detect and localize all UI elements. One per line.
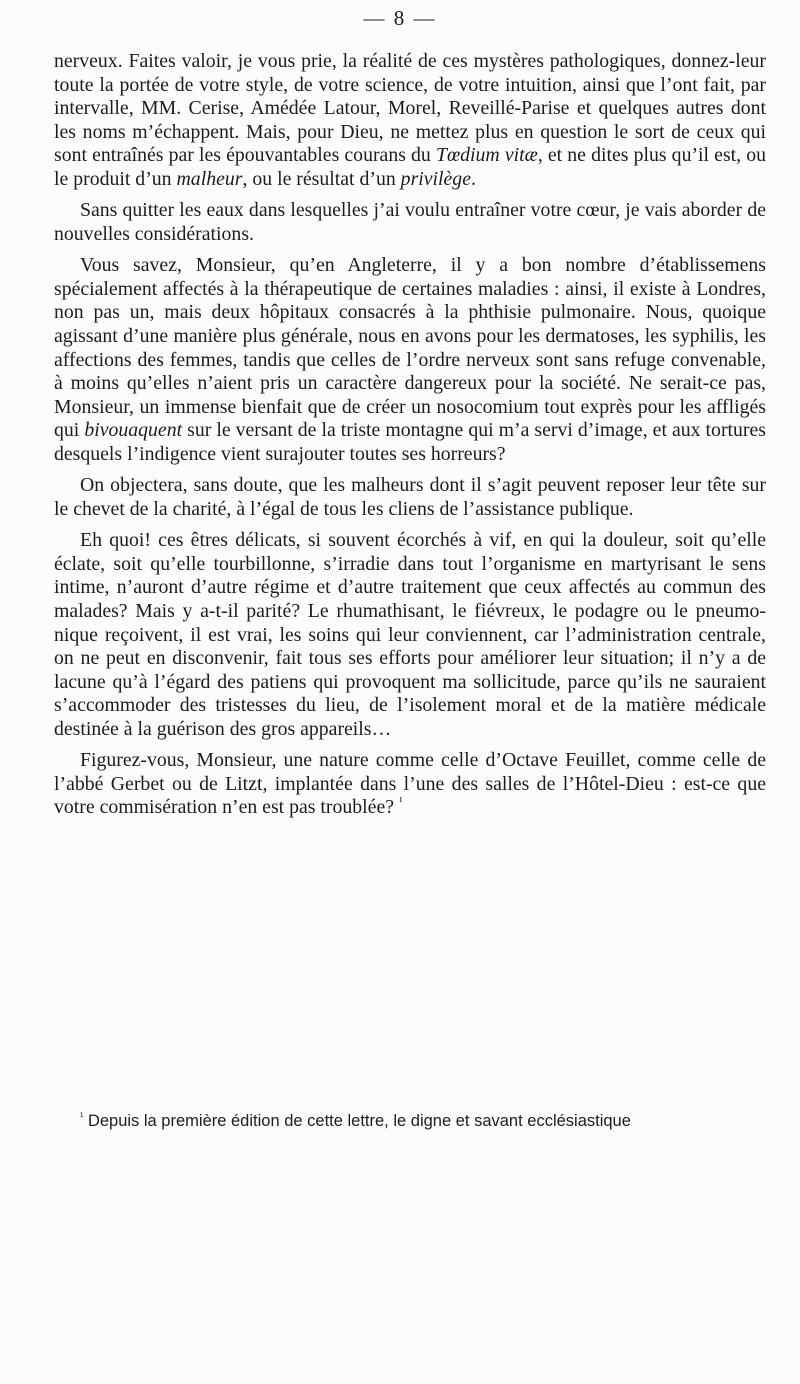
italic-text: privilège <box>400 167 471 190</box>
text-run: sur le versant de la triste montagne qui m’a servi d’image, et aux tortures desquels l’indigence vient surajouter toutes ses horreurs? <box>54 419 766 465</box>
italic-text: bivouaquent <box>84 419 183 442</box>
paragraph <box>54 199 766 246</box>
paragraph <box>54 474 766 521</box>
text-run: . <box>470 167 476 190</box>
paragraph <box>54 50 766 191</box>
text-run: nerveux. Faites valoir, je vous prie, la réalité de ces mystères pathologiques, donnez-leur toute la portée de votre style, de votre science, de votre intuition, ainsi que l’ont fait, par intervalle, MM. Cerise, Amédée Latour, Morel, Reveillé-Parise et quelques autres dont les noms m’échappent. Mais, pour Dieu, ne mettez plus en question le sort de ceux qui sont entraînés par les épouvantables courans du <box>54 50 766 167</box>
text-run: , et ne dites plus qu’il est, ou le produit d’un <box>54 144 766 190</box>
footnote <box>54 1111 774 1131</box>
text-run: Sans quitter les eaux dans lesquelles j’ai voulu entraîner votre cœur, je vais aborder de nouvelles considérations. <box>54 199 766 245</box>
paragraph <box>54 749 766 820</box>
footnote-marker: ¹ <box>80 1111 84 1123</box>
text-run: Figurez-vous, Monsieur, une nature comme celle d’Octave Feuillet, comme celle de l’abbé Gerbet ou de Litzt, implantée dans l’une des salles de l’Hôtel-Dieu : est-ce que votre commisération n’en est pas troublée? <box>54 749 766 819</box>
body-text <box>54 50 766 828</box>
italic-text: Tœdium vitæ <box>435 144 538 167</box>
footnote-text: Depuis la première édition de cette lettre, le digne et savant ecclésiastique <box>87 1112 631 1130</box>
paragraph <box>54 529 766 741</box>
text-run: , ou le résultat d’un <box>242 167 401 190</box>
text-run: Eh quoi! ces êtres délicats, si souvent écorchés à vif, en qui la douleur, soit qu’elle éclate, soit qu’elle tourbillonne, s’irradie dans tout l’organisme en martyrisant le sens intime, n’auront d’autre régime et d’autre traitement que ceux affectés au commun des malades? Mais y a-t-il parité? Le rhumathisant, le fiévreux, le podagre ou le pneumonique reçoivent, il est vrai, les soins qui leur conviennent, car l’administration centrale, on ne peut en disconvenir, fait tous ses efforts pour améliorer leur situation; il n’y a de lacune qu’à l’égard des patiens qui provoquent ma sollicitude, parce qu’ils ne sauraient s’accommoder des tristesses du lieu, de l’isolement moral et de la matière médicale destinée à la guérison des gros appareils… <box>54 529 766 740</box>
text-run: On objectera, sans doute, que les malheurs dont il s’agit peuvent reposer leur tête sur le chevet de la charité, à l’égal de tous les cliens de l’assistance publique. <box>54 474 766 520</box>
footnote-reference: ¹ <box>398 794 403 809</box>
italic-text: malheur <box>176 167 243 190</box>
paragraph <box>54 254 766 466</box>
page-number: — 8 — <box>363 6 437 30</box>
text-run: Vous savez, Monsieur, qu’en Angleterre, il y a bon nombre d’établissemens spécialement affectés à la thérapeutique de certaines maladies : ainsi, il existe à Londres, non pas un, mais deux hôpitaux consacrés à la phthisie pulmonaire. Nous, quoique agissant d’une manière plus générale, nous en avons pour les dermatoses, les syphilis, les affections des femmes, tandis que celles de l’ordre nerveux sont sans refuge convenable, à moins qu’elles n’aient pris un caractère dangereux pour la société. Ne serait-ce pas, Monsieur, un immense bienfait que de créer un nosocomium tout exprès pour les affligés qui <box>54 254 766 442</box>
